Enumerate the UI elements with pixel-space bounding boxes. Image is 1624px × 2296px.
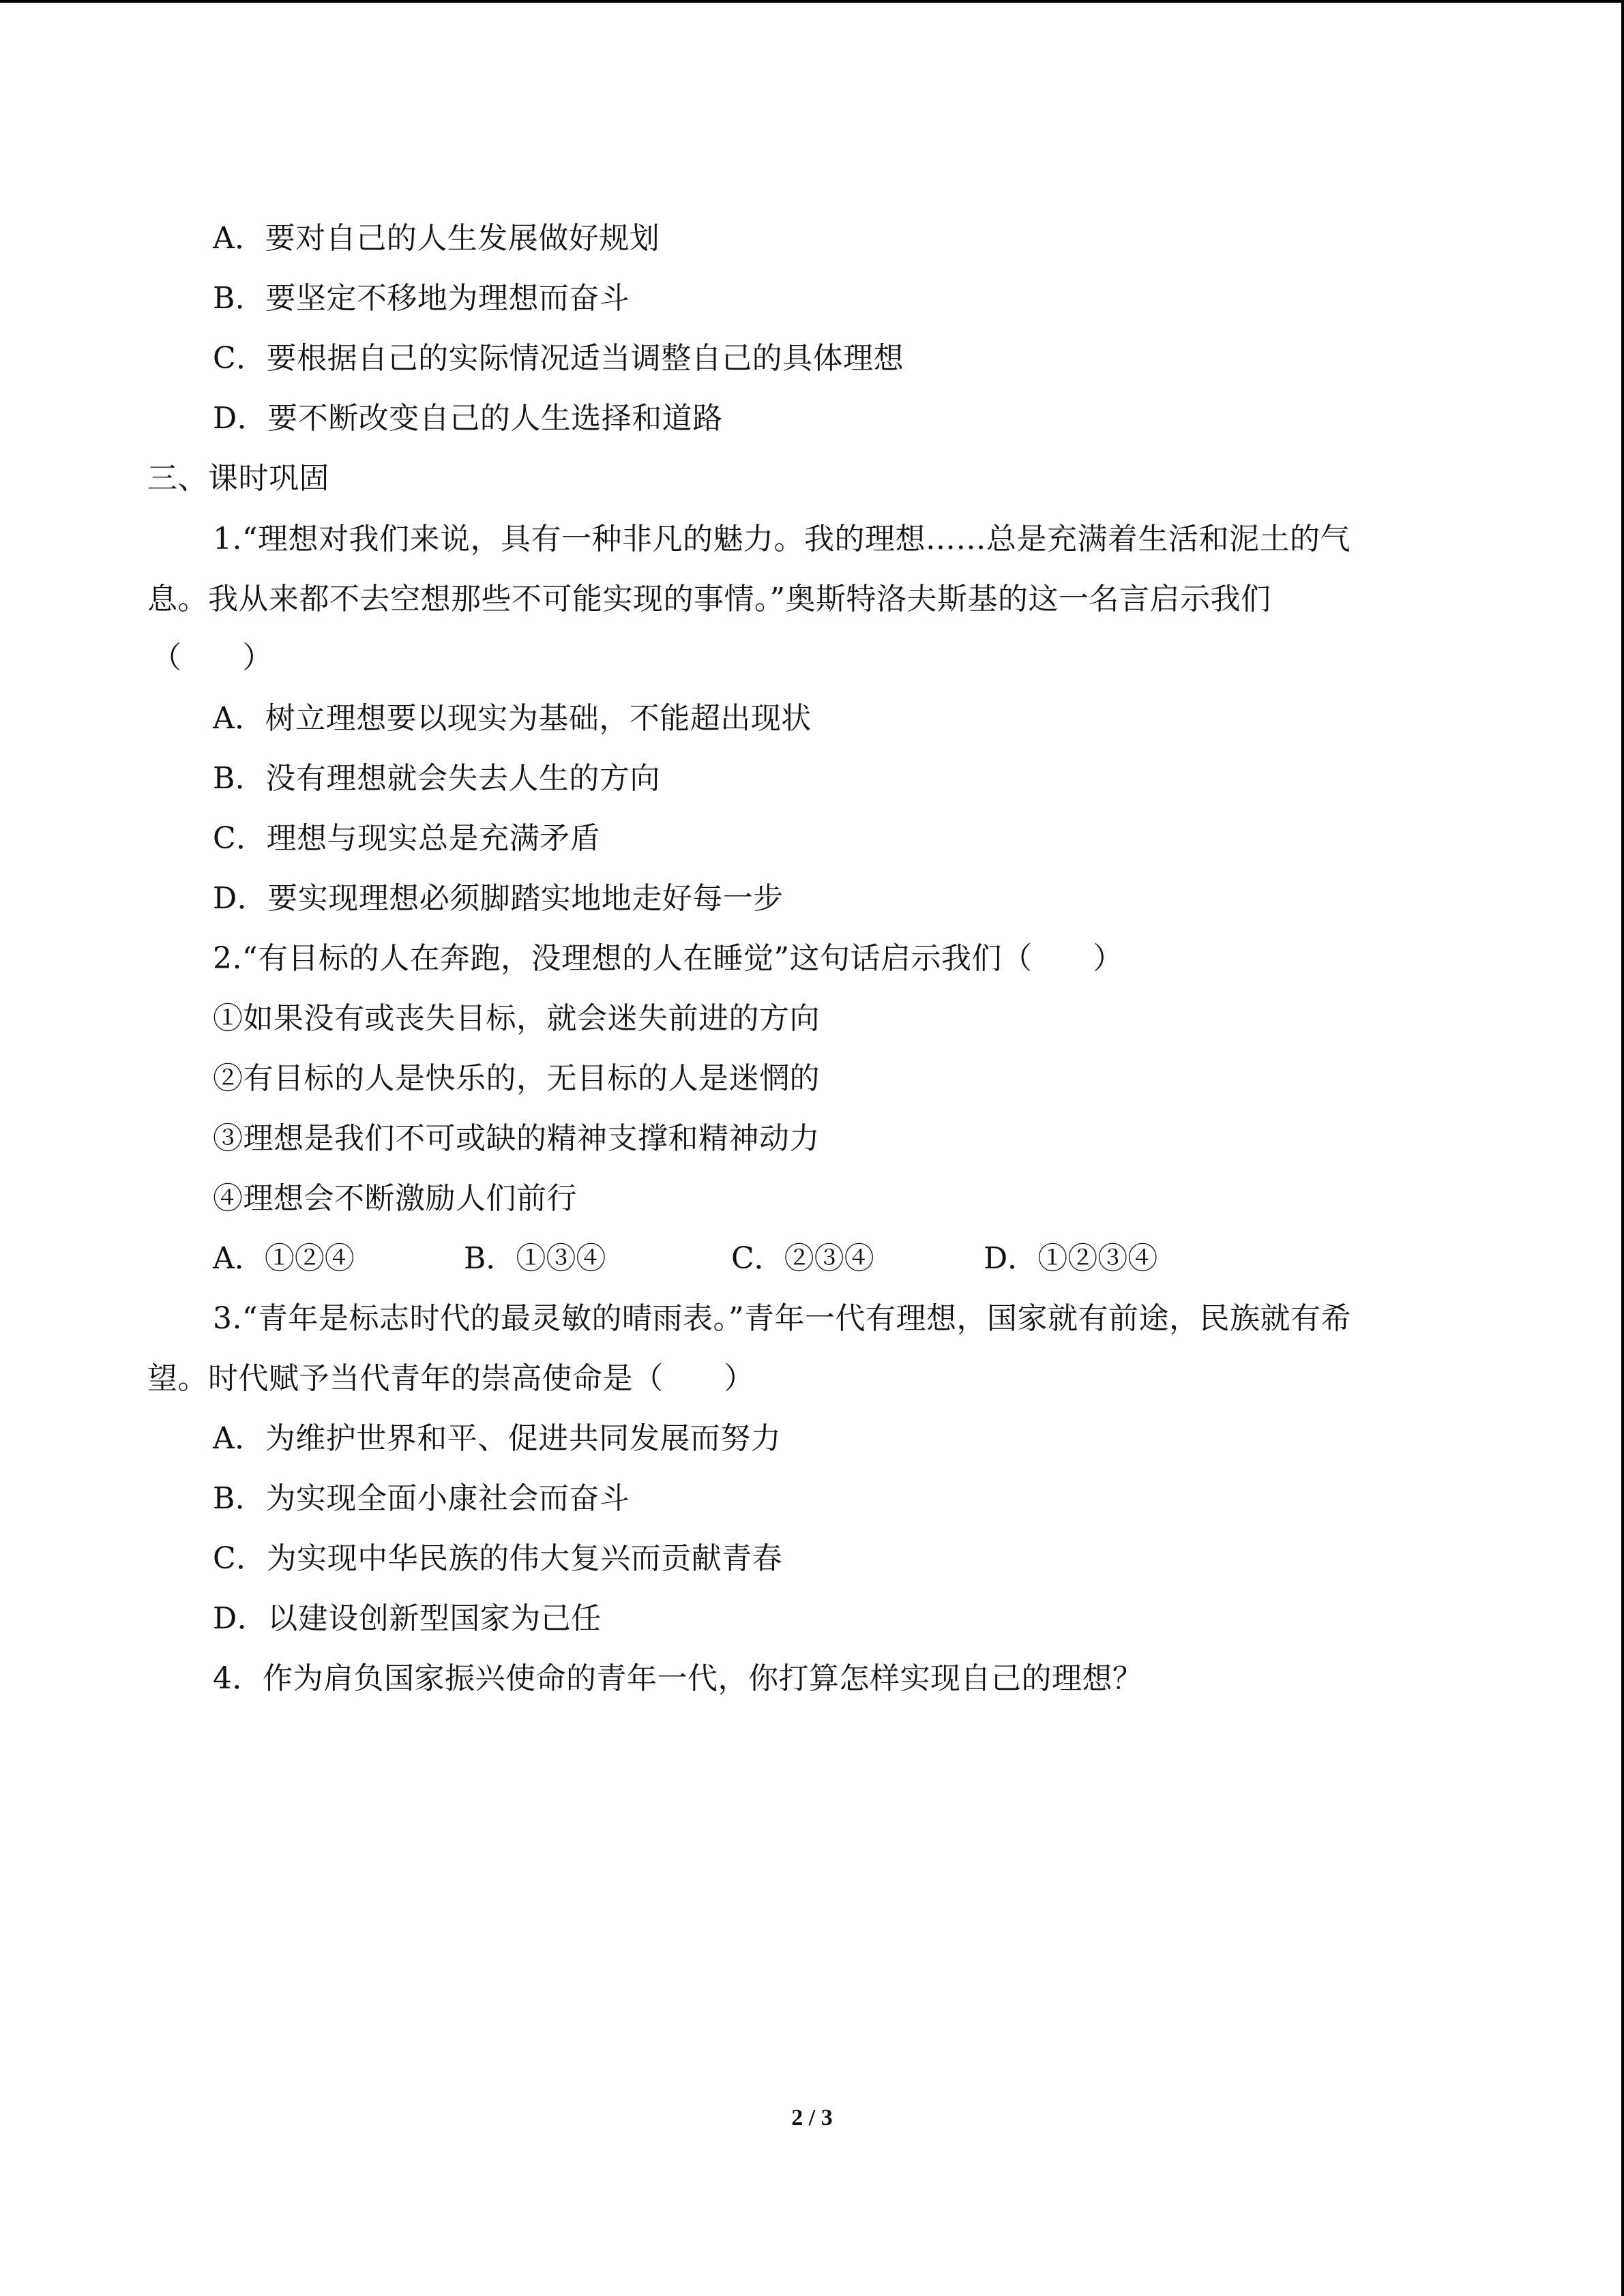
q2-stem: 2.“有目标的人在奔跑，没理想的人在睡觉”这句话启示我们（ ） <box>213 941 1123 976</box>
prev-option-d: D．要不断改变自己的人生选择和道路 <box>213 401 723 436</box>
q3-option-a: A．为维护世界和平、促进共同发展而努力 <box>213 1421 782 1456</box>
q2-options-row <box>213 1238 1236 1279</box>
prev-option-c: C．要根据自己的实际情况适当调整自己的具体理想 <box>213 341 904 376</box>
q2-option-d: D．①②③④ <box>984 1241 1158 1276</box>
q3-stem-line1: 3.“青年是标志时代的最灵敏的晴雨表。”青年一代有理想，国家就有前途，民族就有希 <box>213 1301 1351 1336</box>
q1-option-a: A．树立理想要以现实为基础，不能超出现状 <box>213 701 812 736</box>
section-title: 三、课时巩固 <box>147 461 329 496</box>
q1-option-b: B．没有理想就会失去人生的方向 <box>213 761 660 796</box>
q3-option-d: D．以建设创新型国家为己任 <box>213 1601 602 1636</box>
q4-stem: 4．作为肩负国家振兴使命的青年一代，你打算怎样实现自己的理想？ <box>213 1661 1143 1696</box>
q2-item-4: ④理想会不断激励人们前行 <box>213 1181 577 1216</box>
q2-item-1: ①如果没有或丧失目标，就会迷失前进的方向 <box>213 1001 820 1036</box>
q1-option-c: C．理想与现实总是充满矛盾 <box>213 821 601 856</box>
q2-option-a: A．①②④ <box>213 1241 355 1276</box>
q2-option-b: B．①③④ <box>464 1241 606 1276</box>
prev-option-b: B．要坚定不移地为理想而奋斗 <box>213 281 630 316</box>
q1-answer-blank: （ ） <box>151 640 273 675</box>
q1-stem-line1: 1.“理想对我们来说，具有一种非凡的魅力。我的理想……总是充满着生活和泥土的气 <box>213 522 1350 556</box>
prev-option-a: A．要对自己的人生发展做好规划 <box>213 221 660 256</box>
page-number: 2 / 3 <box>791 2105 833 2130</box>
q2-item-3: ③理想是我们不可或缺的精神支撑和精神动力 <box>213 1121 820 1156</box>
q3-option-c: C．为实现中华民族的伟大复兴而贡献青春 <box>213 1541 783 1576</box>
q1-stem-line2: 息。我从来都不去空想那些不可能实现的事情。”奥斯特洛夫斯基的这一名言启示我们 <box>147 582 1271 616</box>
q1-option-d: D．要实现理想必须脚踏实地地走好每一步 <box>213 881 784 916</box>
q2-option-c: C．②③④ <box>731 1241 874 1276</box>
q3-stem-line2: 望。时代赋予当代青年的崇高使命是（ ） <box>147 1361 754 1396</box>
q2-item-2: ②有目标的人是快乐的，无目标的人是迷惘的 <box>213 1061 820 1096</box>
q3-option-b: B．为实现全面小康社会而奋斗 <box>213 1481 630 1516</box>
